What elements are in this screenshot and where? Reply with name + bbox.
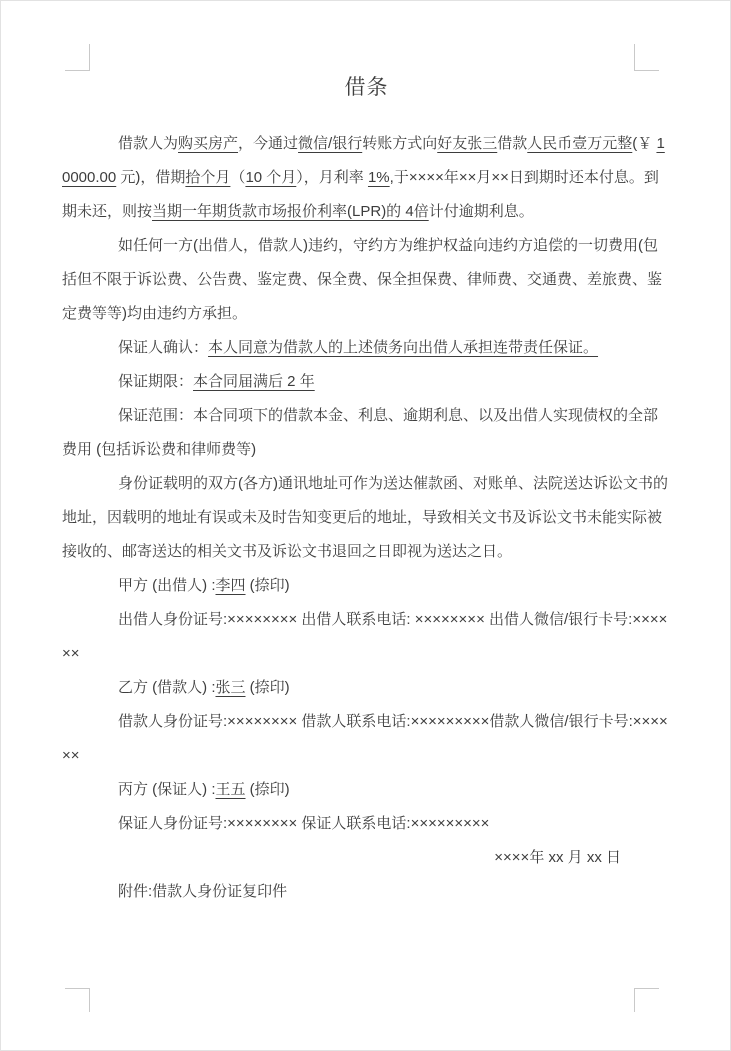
- document-body: [62, 127, 671, 909]
- paragraph-party-b-signature: 乙方 (借款人) :张三 (捺印): [118, 679, 290, 696]
- crop-mark-bottom-left: [65, 988, 90, 1012]
- paragraph-party-a-signature: 甲方 (出借人) :李四 (捺印): [118, 577, 290, 594]
- document-content: [62, 1, 671, 909]
- paragraph-loan-terms: 借款人为购买房产，今通过微信/银行转账方式向好友张三借款人民币壹万元整(￥ 10000.00 元)，借期拾个月（10 个月），月利率 1%,于××××年××月××日到期时还本付息。到期未还，则按当期一年期货款市场报价利率(LPR)的 4倍计付逾期利息。: [62, 135, 665, 220]
- paragraph-service-address: 身份证载明的双方(各方)通讯地址可作为送达催款函、对账单、法院送达诉讼文书的地址，因载明的地址有误或未及时告知变更后的地址，导致相关文书及诉讼文书未能实际被接收的、邮寄送达的相关文书及诉讼文书退回之日即视为送达之日。: [62, 475, 668, 560]
- paragraph-guarantee-scope: 保证范围：本合同项下的借款本金、利息、逾期利息、以及出借人实现债权的全部费用 (包括诉讼费和律师费等): [62, 407, 659, 458]
- paragraph-attachment: 附件:借款人身份证复印件: [118, 883, 288, 900]
- document-title: 借条: [344, 76, 389, 99]
- paragraph-borrower-details: 借款人身份证号:×××××××× 借款人联系电话:×××××××××借款人微信/银行卡号:××××××: [62, 713, 668, 764]
- paragraph-guarantor-details: 保证人身份证号:×××××××× 保证人联系电话:×××××××××: [118, 815, 490, 832]
- paragraph-breach-costs: 如任何一方(出借人，借款人)违约，守约方为维护权益向违约方追偿的一切费用(包括但不限于诉讼费、公告费、鉴定费、保全费、保全担保费、律师费、交通费、差旅费、鉴定费等等)均由违约方承担。: [62, 237, 663, 322]
- paragraph-guarantor-confirmation: 保证人确认：本人同意为借款人的上述债务向出借人承担连带责任保证。: [118, 339, 599, 356]
- date-line: ××××年 xx 月 xx 日: [494, 849, 621, 866]
- paragraph-party-c-signature: 丙方 (保证人) :王五 (捺印): [118, 781, 290, 798]
- crop-mark-bottom-right: [634, 988, 659, 1012]
- paragraph-lender-details: 出借人身份证号:×××××××× 出借人联系电话: ×××××××× 出借人微信/银行卡号:××××××: [62, 611, 668, 662]
- paragraph-guarantee-period: 保证期限：本合同届满后 2 年: [118, 373, 315, 390]
